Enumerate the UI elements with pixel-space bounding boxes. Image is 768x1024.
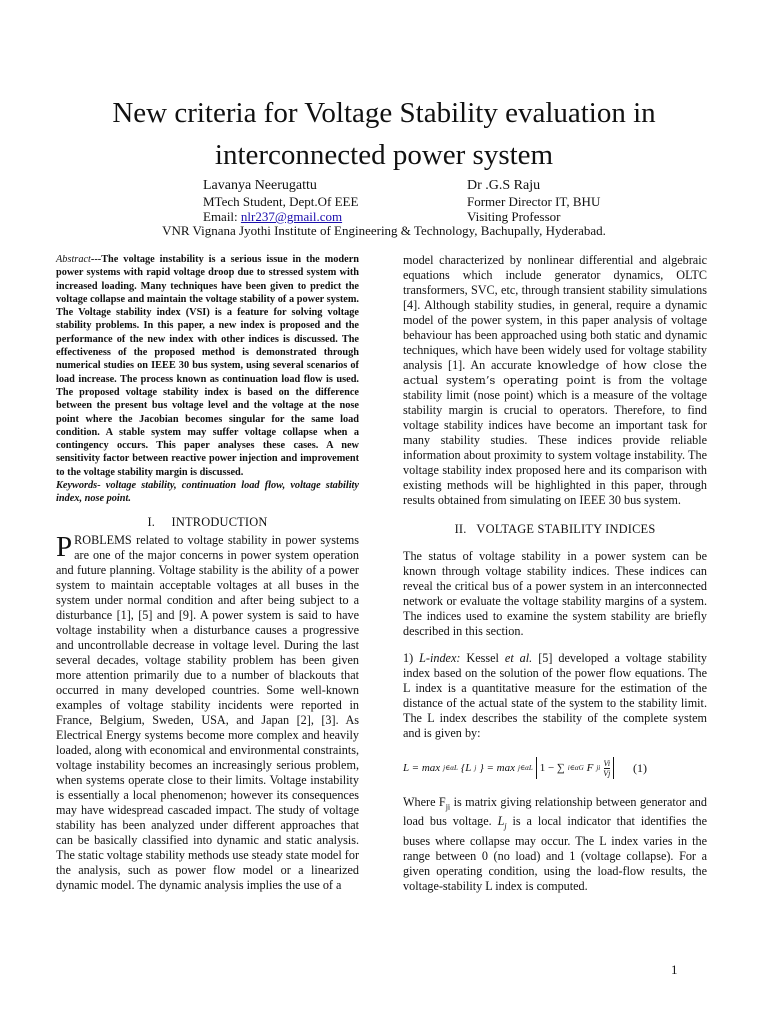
title-line-2: interconnected power system — [214, 139, 554, 171]
eq-part: L = max — [403, 761, 441, 774]
author-position: Former Director IT, BHU — [467, 194, 601, 209]
eq-part: F — [586, 761, 594, 774]
fraction-denominator: Vj — [603, 768, 611, 778]
abs-bar-left — [536, 757, 537, 779]
eq-part: 1 − ∑ — [539, 761, 565, 774]
drop-cap: P — [56, 530, 73, 563]
paragraph-text: Where F — [403, 795, 446, 809]
author-block-1 — [203, 178, 358, 224]
paragraph-text: is from the voltage stability limit (nose point) which is a measure of the voltage stability margin is crucial to operators. Therefore, to find voltage stability indices have become an important task for many stability studies. These indices provide reliable information about proximity to system voltage instability. The voltage stability index proposed here and its comparison with existing methods will be highlighted in this paper, through results obtained from simulating on IEEE 30 bus system. — [403, 373, 707, 507]
eq-sub: j∈αL — [443, 763, 458, 772]
email-label: Email: — [203, 209, 241, 224]
list-number: 1) — [403, 651, 420, 665]
vsi-intro-paragraph: The status of voltage stability in a power system can be known through voltage stability indices. These indices can reveal the critical bus of a power system in an interconnected network or evaluate the voltage stability margins of a system. The indices used to examine the system stability are briefly described in this section. — [403, 549, 707, 638]
spacer — [403, 639, 707, 651]
intro-lead: ROBLEMS — [74, 532, 132, 547]
section-heading-introduction: I. INTRODUCTION — [147, 514, 268, 529]
paragraph-text-font-change: knowledge of how close the actual system’s operating point — [403, 359, 707, 387]
abs-bar-right — [613, 757, 614, 779]
paragraph-text: is matrix giving relationship between generator and load bus voltage. — [403, 795, 707, 829]
paper-title — [0, 92, 768, 176]
right-column — [403, 253, 707, 894]
author-block-2 — [467, 178, 600, 224]
eq-fraction — [603, 759, 610, 778]
intro-paragraph — [56, 530, 359, 893]
eq-sub: j — [474, 763, 477, 772]
page-number: 1 — [671, 962, 678, 977]
et-al: et al. — [504, 651, 533, 665]
l-index-definition-paragraph — [403, 795, 707, 894]
fraction-numerator: Vi — [603, 758, 611, 768]
author-email-line — [203, 209, 358, 224]
paragraph-text: model characterized by nonlinear differential and algebraic equations which include generator dynamics, OLTC transformers, SVC, etc, through transient stability simulations [4]. Although stability studies, in general, require a dynamic model of the power system, in this paper analysis of voltage behaviour has been approached using both static and dynamic techniques, which have been widely used for voltage stability analysis [1]. An accurate — [403, 253, 707, 372]
equation-number: (1) — [633, 760, 647, 775]
l-index-paragraph — [403, 651, 707, 741]
subscript: ji — [445, 802, 451, 812]
equation-body — [403, 757, 614, 779]
eq-part: } = max — [479, 761, 516, 774]
eq-sub: i∈αG — [567, 763, 584, 772]
abstract — [56, 253, 359, 479]
abstract-text: ---The voltage instability is a serious issue in the modern power systems with rapid voltage droop due to stressed system with increased loading. Many techniques have been given to predict the voltage collapse and maintain the voltage stability of a power system. The Voltage stability index (VSI) is a feature for solving voltage stability problems. In this paper, a new index is proposed and the performance of the new index with other indices is discussed. The effectiveness of the proposed method is demonstrated through numerical studies on IEEE 30 bus system, using several scenarios of load increase. The process known as continuation load flow is used. The proposed voltage stability index is based on the difference between the present bus voltage level and the voltage at the nose point where the Jacobian becomes singular for the same load condition. A stable system may suffer voltage collapse when a contingency occurs. This paper analyses these cases. A new sensitivity factor between reactive power injection and improvement to the voltage stability margin is discussed. — [56, 254, 359, 478]
paragraph-text: Kessel — [460, 651, 505, 665]
abstract-label: Abstract — [56, 254, 91, 265]
affiliation: VNR Vignana Jyothi Institute of Engineering & Technology, Bachupally, Hyderabad. — [162, 223, 606, 238]
eq-sub: j∈αL — [518, 763, 533, 772]
author-position-2: Visiting Professor — [467, 209, 561, 224]
paragraph-text: is a local indicator that identifies the buses where collapse may occur. The L index varies in the range between 0 (no load) and 1 (voltage collapse). For a given operating condition, using the load-flow results, the voltage-stability L index is computed. — [403, 814, 707, 893]
paragraph-text: [5] developed a voltage stability index based on the solution of the power flow equations. The L index is a quantitative measure for the estimation of the distance of the actual state of the system to the stability limit. The L index describes the stability of the complete system and is given by: — [403, 651, 707, 740]
intro-text: related to voltage stability in power systems are one of the major concerns in power system operation and future planning. Voltage stability is the ability of a power system to maintain acceptable voltages at all buses in the system under normal condition and after being subject to a disturbance [1], [5] and [9]. A power system is said to have voltage instability when a disturbance causes a progressive and uncontrollable decrease in voltage level. During the last several decades, voltage stability problem has been given more attention primarily due to a number of blackouts that occurred in many developed countries. Some well-known examples of voltage stability incidents were reported in France, Belgium, Sweden, USA, and Japan [2], [3]. As Electrical Energy systems become more complex and heavily loaded, along with economical and environmental constraints, voltage instability becomes an increasingly serious problem, when systems operate close to their limits. Voltage instability is essentially a local phenomenon; however its consequences may have widespread cascaded impact. The study of voltage stability has been analyzed under different approaches that can be basically classified into dynamic and static analysis. The static voltage stability methods use steady state model for the analysis, such as power flow model or a linearized dynamic model. The dynamic analysis implies the use of a — [56, 532, 359, 892]
keywords: Keywords- voltage stability, continuation load flow, voltage stability index, nose point. — [56, 480, 359, 505]
left-column — [56, 253, 359, 893]
eq-sub: ji — [596, 763, 601, 772]
author-name: Lavanya Neerugattu — [203, 178, 317, 193]
eq-part: {L — [460, 761, 472, 774]
author-position: MTech Student, Dept.Of EEE — [203, 194, 359, 209]
section-heading-vsi: II. VOLTAGE STABILITY INDICES — [454, 522, 656, 536]
title-line-1: New criteria for Voltage Stability evaluation in — [112, 97, 656, 129]
author-name: Dr .G.S Raju — [467, 178, 541, 193]
equation-1 — [403, 757, 647, 779]
continued-paragraph — [403, 253, 707, 508]
symbol: L — [497, 814, 505, 829]
term: L-index: — [419, 651, 461, 665]
email-link[interactable]: nlr237@gmail.com — [240, 209, 343, 224]
subscript: j — [504, 821, 507, 831]
